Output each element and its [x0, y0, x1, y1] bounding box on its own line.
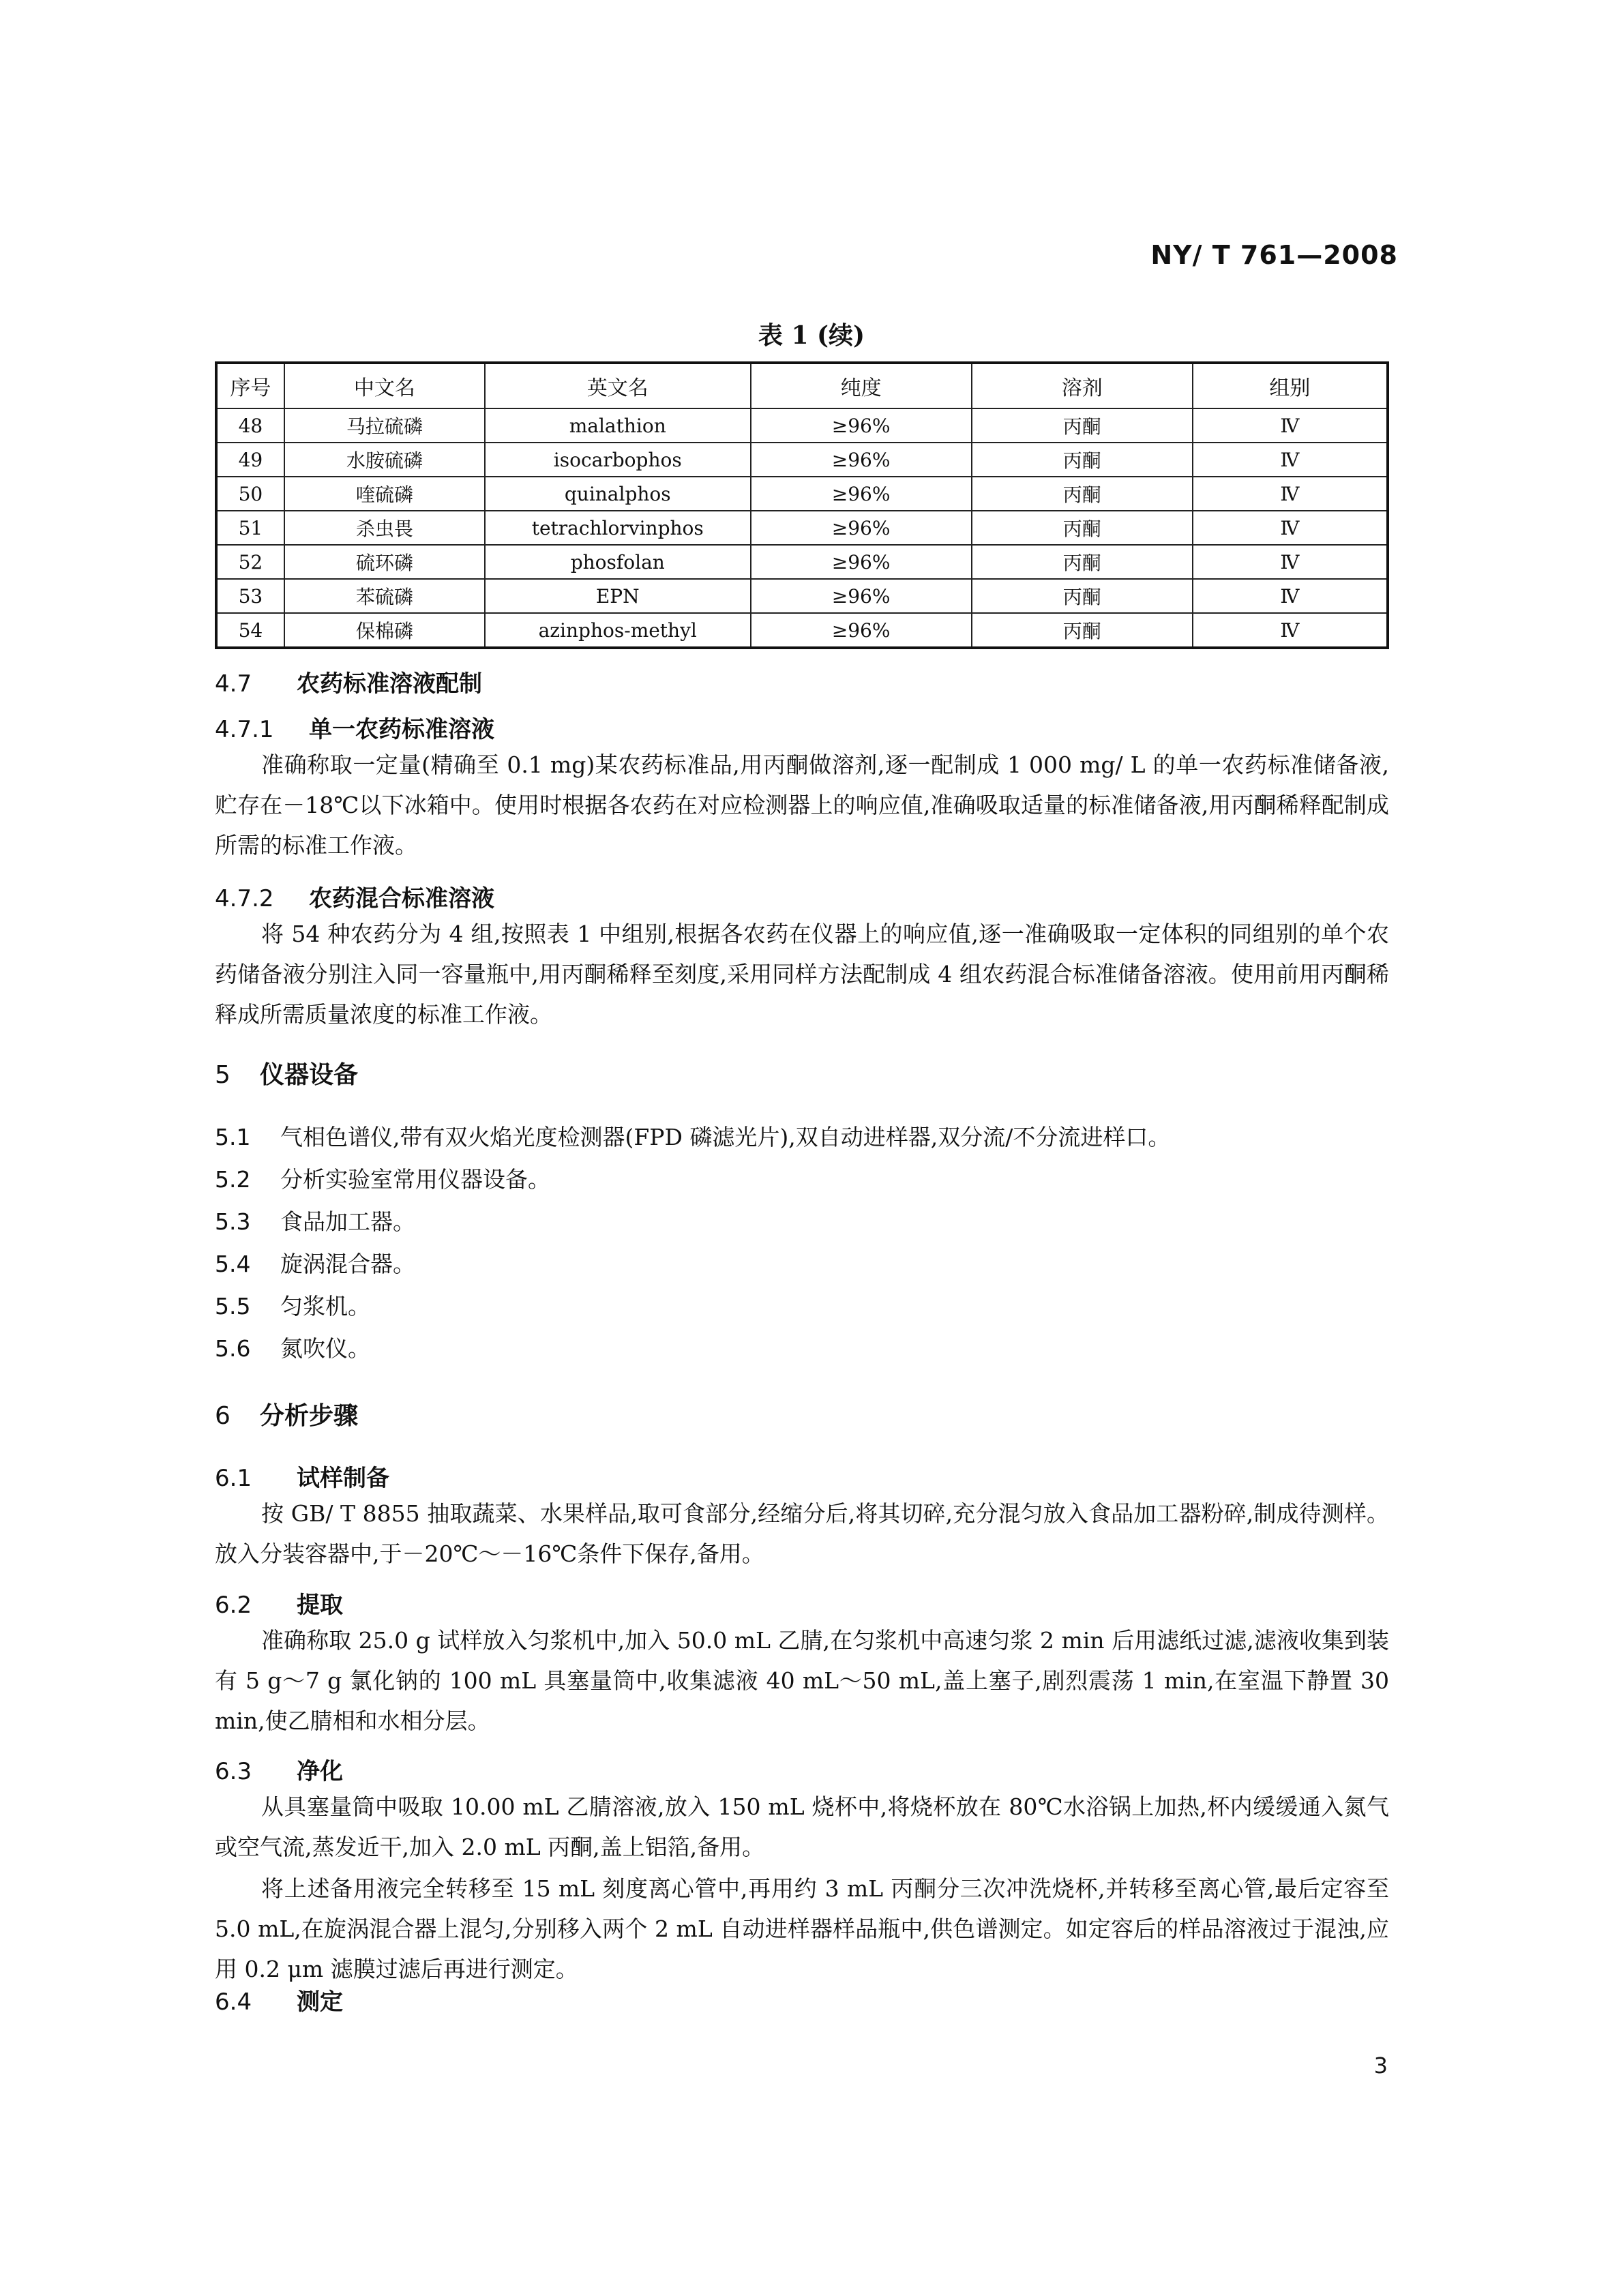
section-number: 4.7.1 [215, 716, 274, 743]
section-heading-6 [215, 1397, 358, 1431]
paragraph-4-7-2: 将 54 种农药分为 4 组,按照表 1 中组别,根据各农药在仪器上的响应值,逐一准确吸取一定体积的同组别的单个农药储备液分别注入同一容量瓶中,用丙酮稀释至刻度,采用同样方法配制成 4 组农药混合标准储备溶液。使用前用丙酮稀释成所需质量浓度的标准工作液。 [215, 921, 1389, 1028]
paragraph-6-3-a: 从具塞量筒中吸取 10.00 mL 乙腈溶液,放入 150 mL 烧杯中,将烧杯放在 80℃水浴锅上加热,杯内缓缓通入氮气或空气流,蒸发近干,加入 2.0 mL 丙酮,盖上铝箔,备用。 [215, 1793, 1389, 1860]
section-title: 测定 [297, 1988, 343, 2016]
column-header: 英文名 [485, 363, 751, 408]
paragraph-6-2: 准确称取 25.0 g 试样放入匀浆机中,加入 50.0 mL 乙腈,在匀浆机中高速匀浆 2 min 后用滤纸过滤,滤液收集到装有 5 g～7 g 氯化钠的 100 mL 具塞量筒中,收集滤液 40 mL～50 mL,盖上塞子,剧烈震荡 1 min,在室温下静置 30 min,使乙腈相和水相分层。 [215, 1627, 1389, 1734]
section-title: 农药混合标准溶液 [309, 885, 494, 912]
table-cell: ≥96% [751, 579, 972, 613]
section-number: 6 [215, 1402, 230, 1430]
section-title: 仪器设备 [260, 1060, 359, 1089]
table-row [216, 545, 1388, 579]
table-cell: 丙酮 [972, 511, 1193, 545]
item-number: 5.2 [215, 1166, 251, 1193]
item-text: 气相色谱仪,带有双火焰光度检测器(FPD 磷滤光片),双自动进样器,双分流/不分流进样口。 [280, 1124, 1171, 1150]
table-cell: 48 [216, 408, 284, 443]
section-heading-4-7-2 [215, 880, 494, 913]
section-heading-6-3 [215, 1753, 343, 1786]
section-number: 6.1 [215, 1465, 252, 1492]
table-cell: ≥96% [751, 511, 972, 545]
table-caption: 表 1 (续) [758, 321, 865, 350]
table-cell: 硫环磷 [284, 545, 485, 579]
list-item [215, 1331, 370, 1363]
table-cell: tetrachlorvinphos [485, 511, 751, 545]
item-text: 分析实验室常用仪器设备。 [280, 1166, 550, 1193]
item-number: 5.6 [215, 1335, 251, 1362]
table-cell: 马拉硫磷 [284, 408, 485, 443]
table-row [216, 408, 1388, 443]
table-cell: 丙酮 [972, 477, 1193, 511]
table-row [216, 613, 1388, 648]
table-cell: Ⅳ [1193, 545, 1388, 579]
item-text: 食品加工器。 [280, 1208, 415, 1235]
item-number: 5.4 [215, 1251, 251, 1277]
table-cell: isocarbophos [485, 443, 751, 477]
table-cell: Ⅳ [1193, 613, 1388, 648]
table-cell: Ⅳ [1193, 443, 1388, 477]
table-cell: 保棉磷 [284, 613, 485, 648]
list-item [215, 1120, 1170, 1152]
table-header-row [216, 363, 1388, 408]
table-cell: 50 [216, 477, 284, 511]
table-cell: 苯硫磷 [284, 579, 485, 613]
pesticide-table [215, 361, 1389, 649]
table-cell: ≥96% [751, 477, 972, 511]
section-title: 农药标准溶液配制 [297, 670, 482, 698]
table-cell: Ⅳ [1193, 511, 1388, 545]
table-cell: 51 [216, 511, 284, 545]
list-item [215, 1162, 550, 1194]
column-header: 序号 [216, 363, 284, 408]
item-number: 5.5 [215, 1293, 251, 1320]
table-cell: Ⅳ [1193, 477, 1388, 511]
list-item [215, 1289, 370, 1321]
section-number: 5 [215, 1061, 230, 1089]
table-cell: Ⅳ [1193, 579, 1388, 613]
paragraph-6-3-b: 将上述备用液完全转移至 15 mL 刻度离心管中,再用约 3 mL 丙酮分三次冲洗烧杯,并转移至离心管,最后定容至 5.0 mL,在旋涡混合器上混匀,分别移入两个 2 mL 自动进样器样品瓶中,供色谱测定。如定容后的样品溶液过于混浊,应用 0.2 μm 滤膜过滤后再进行测定。 [215, 1875, 1389, 1982]
item-text: 氮吹仪。 [280, 1335, 370, 1362]
table-cell: ≥96% [751, 545, 972, 579]
section-heading-5 [215, 1056, 358, 1090]
item-number: 5.1 [215, 1124, 251, 1150]
paragraph-6-1: 按 GB/ T 8855 抽取蔬菜、水果样品,取可食部分,经缩分后,将其切碎,充分混匀放入食品加工器粉碎,制成待测样。放入分装容器中,于－20℃～－16℃条件下保存,备用。 [215, 1500, 1389, 1567]
table-cell: 丙酮 [972, 613, 1193, 648]
table-cell: 54 [216, 613, 284, 648]
table-cell: 丙酮 [972, 579, 1193, 613]
table-cell: Ⅳ [1193, 408, 1388, 443]
section-heading-6-2 [215, 1586, 343, 1620]
list-item [215, 1204, 415, 1236]
table-row [216, 443, 1388, 477]
table-cell: 49 [216, 443, 284, 477]
table-cell: 丙酮 [972, 408, 1193, 443]
table-row [216, 579, 1388, 613]
table-row [216, 477, 1388, 511]
table-cell: 丙酮 [972, 443, 1193, 477]
item-number: 5.3 [215, 1208, 251, 1235]
column-header: 组别 [1193, 363, 1388, 408]
column-header: 纯度 [751, 363, 972, 408]
table-cell: EPN [485, 579, 751, 613]
table-cell: 喹硫磷 [284, 477, 485, 511]
item-text: 旋涡混合器。 [280, 1251, 415, 1277]
table-cell: quinalphos [485, 477, 751, 511]
page-number: 3 [1373, 2053, 1388, 2078]
section-heading-6-1 [215, 1459, 389, 1493]
list-item [215, 1247, 415, 1279]
table-cell: 杀虫畏 [284, 511, 485, 545]
table-cell: phosfolan [485, 545, 751, 579]
table-cell: 53 [216, 579, 284, 613]
section-number: 6.4 [215, 1988, 252, 2016]
table-cell: ≥96% [751, 408, 972, 443]
table-cell: ≥96% [751, 613, 972, 648]
document-id: NY/ T 761—2008 [1150, 240, 1398, 270]
table-cell: malathion [485, 408, 751, 443]
column-header: 中文名 [284, 363, 485, 408]
table-cell: 水胺硫磷 [284, 443, 485, 477]
item-text: 匀浆机。 [280, 1293, 370, 1320]
section-title: 单一农药标准溶液 [309, 716, 494, 743]
section-number: 6.2 [215, 1592, 252, 1619]
section-title: 提取 [297, 1592, 343, 1619]
section-number: 4.7 [215, 670, 252, 698]
section-heading-6-4 [215, 1983, 343, 2016]
table-row [216, 511, 1388, 545]
section-number: 6.3 [215, 1758, 252, 1785]
section-number: 4.7.2 [215, 885, 274, 912]
table-cell: 52 [216, 545, 284, 579]
table-cell: 丙酮 [972, 545, 1193, 579]
table-cell: azinphos-methyl [485, 613, 751, 648]
section-heading-4-7 [215, 665, 482, 698]
paragraph-4-7-1: 准确称取一定量(精确至 0.1 mg)某农药标准品,用丙酮做溶剂,逐一配制成 1 000 mg/ L 的单一农药标准储备液,贮存在－18℃以下冰箱中。使用时根据各农药在对应检测器上的响应值,准确吸取适量的标准储备液,用丙酮稀释配制成所需的标准工作液。 [215, 751, 1389, 859]
section-title: 分析步骤 [260, 1401, 359, 1430]
section-title: 试样制备 [297, 1465, 389, 1492]
section-title: 净化 [297, 1758, 343, 1785]
table-cell: ≥96% [751, 443, 972, 477]
column-header: 溶剂 [972, 363, 1193, 408]
section-heading-4-7-1 [215, 711, 494, 744]
